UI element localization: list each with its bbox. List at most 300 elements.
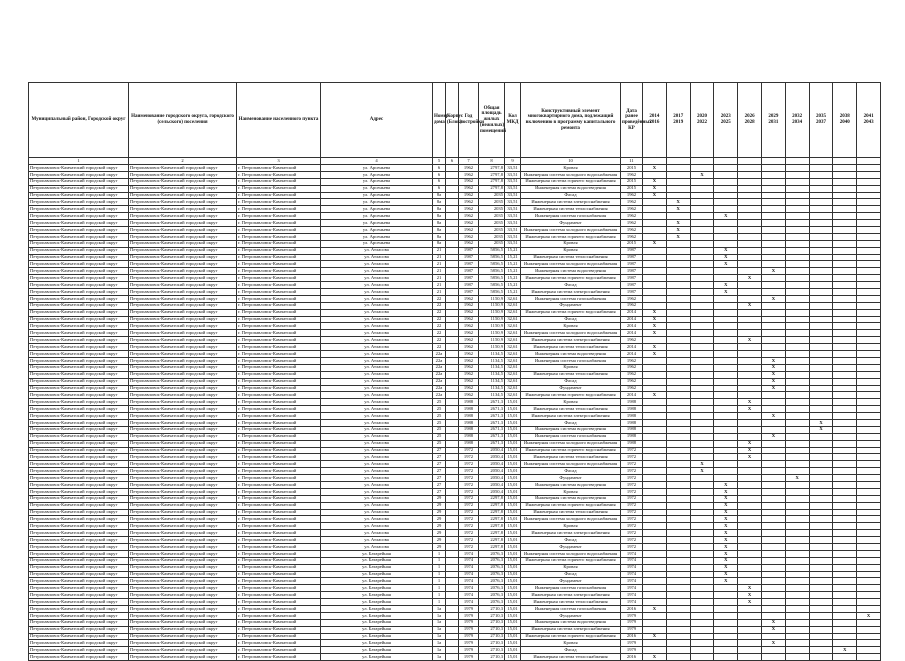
house-number-cell: 29 [433,495,446,502]
period-cell [690,537,714,544]
period-cell [761,399,785,406]
house-number-cell: 25 [433,433,446,440]
year-built-cell: 1988 [459,399,479,406]
municipality-cell: Петропавловск-Камчатский городской округ [129,461,237,468]
column-number: 2 [129,158,237,165]
municipality-cell: Петропавловск-Камчатский городской округ [129,282,237,289]
street-cell: ул. Батарейная [321,578,433,585]
mkd-cell: 15,01 [505,578,521,585]
period-cell [809,364,833,371]
prior-repair-date-cell: 1987 [621,261,643,268]
period-cell [785,302,809,309]
table-row [29,185,881,192]
settlement-cell: г. Петропавловск-Камчатский [237,213,321,220]
municipality-cell: Петропавловск-Камчатский городской округ [129,289,237,296]
year-built-cell: 1962 [459,371,479,378]
district-cell: Петропавловск-Камчатский городской округ [29,481,129,488]
period-cell [738,240,762,247]
block-cell [446,619,459,626]
period-cell [809,351,833,358]
period-cell [690,385,714,392]
period-cell [714,240,738,247]
period-cell [857,426,881,433]
mkd-cell: 15,01 [505,619,521,626]
table-row [29,289,881,296]
area-cell: 1150,9 [479,316,505,323]
period-cell [833,509,857,516]
period-cell [785,185,809,192]
period-cell [809,461,833,468]
period-cell [761,550,785,557]
element-cell: Инженерная система газоснабжения [521,295,621,302]
period-cell [738,550,762,557]
period-cell [857,606,881,613]
municipality-cell: Петропавловск-Камчатский городской округ [129,516,237,523]
year-built-cell: 1962 [459,344,479,351]
year-built-cell: 1979 [459,633,479,640]
period-cell [690,592,714,599]
municipality-cell: Петропавловск-Камчатский городской округ [129,468,237,475]
table-row [29,447,881,454]
prior-repair-date-cell: 1962 [621,378,643,385]
area-cell: 2076,3 [479,599,505,606]
period-cell [809,481,833,488]
settlement-cell: г. Петропавловск-Камчатский [237,502,321,509]
period-cell [809,213,833,220]
street-cell: ул. Атласова [321,392,433,399]
period-cell [643,599,667,606]
house-number-cell: 6 [433,178,446,185]
period-cell [857,461,881,468]
district-cell: Петропавловск-Камчатский городской округ [29,185,129,192]
period-cell [785,282,809,289]
element-cell: Инженерная система газоснабжения [521,357,621,364]
period-cell [809,557,833,564]
period-cell [857,413,881,420]
municipality-cell: Петропавловск-Камчатский городской округ [129,378,237,385]
period-cell [738,433,762,440]
district-cell: Петропавловск-Камчатский городской округ [29,199,129,206]
prior-repair-date-cell: 1988 [621,406,643,413]
prior-repair-date-cell: 1979 [621,619,643,626]
period-cell [690,213,714,220]
period-cell [833,550,857,557]
period-cell [666,468,690,475]
period-cell [833,537,857,544]
settlement-cell: г. Петропавловск-Камчатский [237,419,321,426]
period-cell [666,171,690,178]
period-cell [785,261,809,268]
period-cell [643,302,667,309]
period-cell [761,461,785,468]
period-cell [714,344,738,351]
period-mark-cell: X [714,537,738,544]
period-mark-cell: X [643,330,667,337]
period-mark-cell: X [738,399,762,406]
period-cell [761,502,785,509]
year-built-cell: 1988 [459,413,479,420]
period-mark-cell: X [738,302,762,309]
block-cell [446,275,459,282]
period-cell [666,440,690,447]
year-built-cell: 1974 [459,578,479,585]
mkd-cell: 15,01 [505,654,521,661]
period-cell [714,227,738,234]
mkd-cell: 33,51 [505,206,521,213]
period-cell [643,385,667,392]
municipality-cell: Петропавловск-Камчатский городской округ [129,523,237,530]
table-row [29,364,881,371]
period-cell [714,461,738,468]
year-built-cell: 1962 [459,199,479,206]
period-cell [666,399,690,406]
settlement-cell: г. Петропавловск-Камчатский [237,330,321,337]
street-cell: ул. Атласова [321,406,433,413]
period-cell [785,406,809,413]
period-cell [738,461,762,468]
year-built-cell: 1972 [459,509,479,516]
street-cell: ул. Батарейная [321,592,433,599]
municipality-cell: Петропавловск-Камчатский городской округ [129,385,237,392]
municipality-cell: Петропавловск-Камчатский городской округ [129,233,237,240]
period-cell [738,571,762,578]
municipality-cell: Петропавловск-Камчатский городской округ [129,351,237,358]
column-number [643,158,667,165]
period-cell [738,351,762,358]
district-cell: Петропавловск-Камчатский городской округ [29,240,129,247]
year-built-cell: 1987 [459,247,479,254]
block-cell [446,378,459,385]
table-row [29,323,881,330]
period-cell [666,626,690,633]
municipality-cell: Петропавловск-Камчатский городской округ [129,227,237,234]
district-cell: Петропавловск-Камчатский городской округ [29,192,129,199]
period-cell [785,247,809,254]
street-cell: ул. Атласова [321,413,433,420]
period-cell [785,454,809,461]
house-number-cell: 22 [433,337,446,344]
street-cell: ул. Атласова [321,282,433,289]
period-cell [643,571,667,578]
municipality-cell: Петропавловск-Камчатский городской округ [129,413,237,420]
period-cell [785,392,809,399]
block-cell [446,550,459,557]
element-cell: Фасад [521,192,621,199]
period-cell [714,275,738,282]
mkd-cell: 15,01 [505,592,521,599]
period-cell [666,357,690,364]
period-cell [761,454,785,461]
period-cell [643,523,667,530]
block-cell [446,626,459,633]
table-row [29,268,881,275]
period-cell [738,344,762,351]
block-cell [446,606,459,613]
element-cell: Фундамент [521,302,621,309]
block-cell [446,282,459,289]
period-cell [666,426,690,433]
period-cell [666,247,690,254]
prior-repair-date-cell: 1987 [621,282,643,289]
table-row [29,385,881,392]
period-cell [785,461,809,468]
settlement-cell: г. Петропавловск-Камчатский [237,357,321,364]
house-number-cell: 6 [433,171,446,178]
municipality-cell: Петропавловск-Камчатский городской округ [129,654,237,661]
period-cell [857,488,881,495]
prior-repair-date-cell: 1962 [621,227,643,234]
period-cell [714,592,738,599]
period-cell [785,357,809,364]
period-cell [714,378,738,385]
period-cell [738,523,762,530]
block-cell [446,426,459,433]
area-cell: 2297,8 [479,495,505,502]
header-period: 2035 2037 [809,83,833,158]
period-mark-cell: X [690,468,714,475]
mkd-cell: 15,21 [505,254,521,261]
year-built-cell: 1962 [459,337,479,344]
period-cell [785,516,809,523]
element-cell: Кровля [521,364,621,371]
street-cell: ул. Арсеньева [321,206,433,213]
prior-repair-date-cell: 1988 [621,426,643,433]
period-cell [833,468,857,475]
header-period: 2017 2019 [666,83,690,158]
year-built-cell: 1962 [459,351,479,358]
period-cell [857,592,881,599]
settlement-cell: г. Петропавловск-Камчатский [237,413,321,420]
settlement-cell: г. Петропавловск-Камчатский [237,543,321,550]
period-cell [666,585,690,592]
period-cell [809,337,833,344]
prior-repair-date-cell: 1972 [621,454,643,461]
period-cell [785,543,809,550]
period-cell [643,475,667,482]
house-number-cell: 22а [433,364,446,371]
street-cell: ул. Батарейная [321,647,433,654]
block-cell [446,433,459,440]
period-mark-cell: X [738,599,762,606]
year-built-cell: 1962 [459,302,479,309]
table-row [29,357,881,364]
table-body [29,165,881,661]
street-cell: ул. Атласова [321,523,433,530]
period-cell [809,578,833,585]
district-cell: Петропавловск-Камчатский городской округ [29,399,129,406]
period-cell [833,543,857,550]
district-cell: Петропавловск-Камчатский городской округ [29,254,129,261]
period-cell [666,185,690,192]
period-cell [785,192,809,199]
house-number-cell: 25 [433,440,446,447]
period-cell [738,502,762,509]
period-cell [714,316,738,323]
element-cell: Инженерная система холодного водоснабжения [521,440,621,447]
mkd-cell: 15,01 [505,523,521,530]
area-cell: 1150,9 [479,309,505,316]
area-cell: 2050,4 [479,468,505,475]
district-cell: Петропавловск-Камчатский городской округ [29,626,129,633]
element-cell: Инженерная система электроснабжения [521,337,621,344]
period-cell [809,185,833,192]
element-cell: Инженерная система теплоснабжения [521,206,621,213]
period-cell [690,578,714,585]
period-cell [761,475,785,482]
period-cell [738,165,762,172]
area-cell: 2710,3 [479,619,505,626]
element-cell: Инженерная система горячего водоснабжения [521,178,621,185]
header-period: 2041 2043 [857,83,881,158]
period-cell [785,254,809,261]
period-cell [714,199,738,206]
street-cell: ул. Атласова [321,364,433,371]
house-number-cell: 21 [433,254,446,261]
period-cell [714,640,738,647]
period-mark-cell: X [643,316,667,323]
block-cell [446,571,459,578]
period-cell [785,330,809,337]
period-cell [738,626,762,633]
period-cell [666,240,690,247]
period-cell [643,206,667,213]
table-row [29,240,881,247]
period-cell [857,199,881,206]
block-cell [446,468,459,475]
street-cell: ул. Батарейная [321,585,433,592]
street-cell: ул. Атласова [321,509,433,516]
house-number-cell: 27 [433,461,446,468]
period-cell [785,626,809,633]
block-cell [446,247,459,254]
period-cell [738,495,762,502]
header-period: 2020 2022 [690,83,714,158]
house-number-cell: 22а [433,392,446,399]
street-cell: ул. Арсеньева [321,220,433,227]
house-number-cell: 1а [433,647,446,654]
mkd-cell: 33,51 [505,220,521,227]
period-mark-cell: X [738,585,762,592]
district-cell: Петропавловск-Камчатский городской округ [29,585,129,592]
period-cell [857,495,881,502]
municipality-cell: Петропавловск-Камчатский городской округ [129,433,237,440]
settlement-cell: г. Петропавловск-Камчатский [237,185,321,192]
settlement-cell: г. Петропавловск-Камчатский [237,282,321,289]
period-cell [714,647,738,654]
period-cell [690,419,714,426]
mkd-cell: 15,01 [505,633,521,640]
period-cell [761,516,785,523]
period-cell [738,247,762,254]
period-cell [738,261,762,268]
period-cell [833,440,857,447]
area-cell: 2797,8 [479,178,505,185]
period-mark-cell: X [738,406,762,413]
settlement-cell: г. Петропавловск-Камчатский [237,606,321,613]
period-cell [857,530,881,537]
table-row [29,599,881,606]
period-cell [690,530,714,537]
period-cell [833,247,857,254]
period-cell [809,399,833,406]
house-number-cell: 22 [433,323,446,330]
period-cell [809,268,833,275]
period-cell [857,351,881,358]
house-number-cell: 8а [433,233,446,240]
period-cell [809,488,833,495]
period-cell [785,440,809,447]
period-cell [761,392,785,399]
period-cell [833,640,857,647]
block-cell [446,523,459,530]
period-cell [785,523,809,530]
district-cell: Петропавловск-Камчатский городской округ [29,433,129,440]
element-cell: Кровля [521,165,621,172]
area-cell: 2076,3 [479,585,505,592]
mkd-cell: 15,01 [505,571,521,578]
municipality-cell: Петропавловск-Камчатский городской округ [129,564,237,571]
period-cell [690,178,714,185]
district-cell: Петропавловск-Камчатский городской округ [29,247,129,254]
column-number: 11 [621,158,643,165]
period-cell [690,475,714,482]
period-cell [690,392,714,399]
district-cell: Петропавловск-Камчатский городской округ [29,654,129,661]
period-cell [809,523,833,530]
house-number-cell: 8а [433,192,446,199]
district-cell: Петропавловск-Камчатский городской округ [29,357,129,364]
period-cell [857,640,881,647]
period-cell [666,213,690,220]
street-cell: ул. Атласова [321,530,433,537]
district-cell: Петропавловск-Камчатский городской округ [29,295,129,302]
house-number-cell: 1 [433,592,446,599]
period-cell [690,206,714,213]
period-mark-cell: X [714,502,738,509]
prior-repair-date-cell: 2014 [621,392,643,399]
period-cell [857,178,881,185]
year-built-cell: 1972 [459,475,479,482]
period-cell [857,295,881,302]
prior-repair-date-cell: 2016 [621,654,643,661]
period-cell [785,351,809,358]
period-cell [690,557,714,564]
period-cell [666,309,690,316]
period-cell [643,578,667,585]
municipality-cell: Петропавловск-Камчатский городской округ [129,550,237,557]
period-cell [690,323,714,330]
period-cell [714,454,738,461]
house-number-cell: 27 [433,468,446,475]
period-cell [643,619,667,626]
period-cell [643,454,667,461]
period-cell [785,564,809,571]
period-mark-cell: X [761,371,785,378]
period-cell [857,440,881,447]
prior-repair-date-cell: 1974 [621,578,643,585]
year-built-cell: 1962 [459,330,479,337]
prior-repair-date-cell: 1979 [621,626,643,633]
district-cell: Петропавловск-Камчатский городской округ [29,419,129,426]
settlement-cell: г. Петропавловск-Камчатский [237,371,321,378]
area-cell: 1134,5 [479,378,505,385]
block-cell [446,302,459,309]
period-cell [690,654,714,661]
street-cell: ул. Арсеньева [321,213,433,220]
settlement-cell: г. Петропавловск-Камчатский [237,426,321,433]
element-cell: Инженерная система водоотведения [521,185,621,192]
element-cell: Фасад [521,468,621,475]
